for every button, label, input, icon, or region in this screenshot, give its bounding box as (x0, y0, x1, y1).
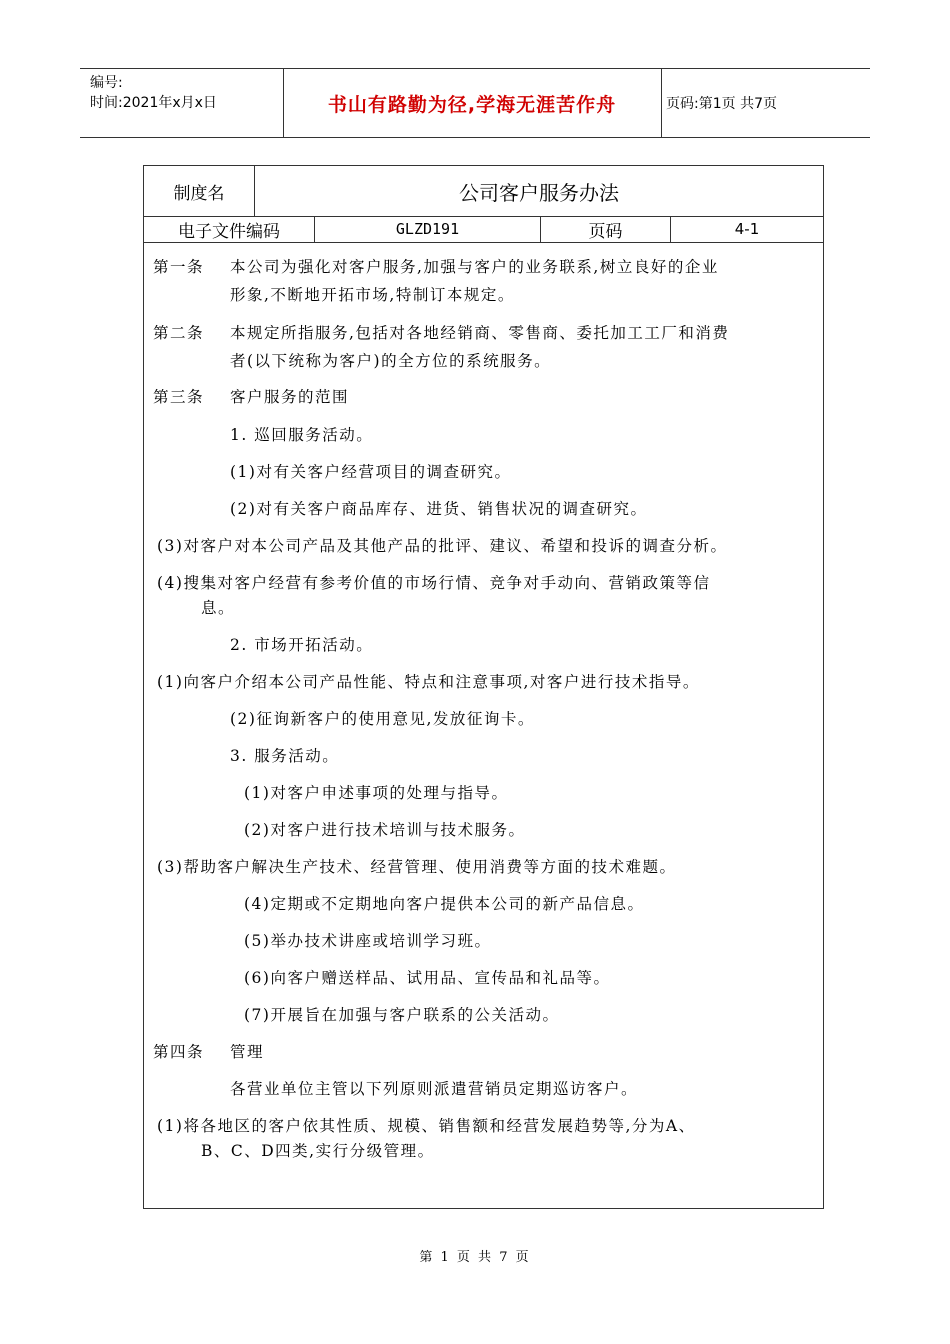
list-item: (4)定期或不定期地向客户提供本公司的新产品信息。 (244, 895, 645, 913)
list-item: (1)对有关客户经营项目的调查研究。 (230, 463, 512, 481)
article-2-head: 第二条 (153, 324, 205, 342)
list-item: (3)对客户对本公司产品及其他产品的批评、建议、希望和投诉的调查分析。 (157, 537, 728, 555)
article-3-title: 客户服务的范围 (230, 388, 350, 406)
list-item: 1. 巡回服务活动。 (230, 426, 374, 444)
article-2-line: 本规定所指服务,包括对各地经销商、零售商、委托加工工厂和消费 (230, 324, 730, 342)
document-title: 公司客户服务办法 (254, 166, 823, 216)
name-label: 制度名 (173, 183, 225, 204)
title-row (144, 166, 823, 217)
list-item: (1)对客户申述事项的处理与指导。 (244, 784, 509, 802)
code-label: 电子文件编码 (178, 221, 280, 242)
article-2-line: 者(以下统称为客户)的全方位的系统服务。 (230, 352, 552, 370)
code-value: GLZD191 (314, 216, 540, 242)
list-item: (4)搜集对客户经营有参考价值的市场行情、竞争对手动向、营销政策等信 (157, 574, 711, 592)
list-item: B、C、D四类,实行分级管理。 (201, 1142, 435, 1160)
article-3-head: 第三条 (153, 388, 205, 406)
time-label: 时间:2021年x月x日 (90, 95, 217, 111)
page-footer: 第 1 页 共 7 页 (419, 1250, 531, 1265)
article-1-head: 第一条 (153, 258, 205, 276)
list-item: 息。 (201, 599, 236, 617)
list-item: (5)举办技术讲座或培训学习班。 (244, 932, 492, 950)
list-item: 3. 服务活动。 (230, 747, 340, 765)
page-header (80, 68, 870, 138)
article-1-line: 本公司为强化对客户服务,加强与客户的业务联系,树立良好的企业 (230, 258, 719, 276)
header-divider (661, 69, 662, 137)
header-page-info: 页码:第1页 共7页 (666, 96, 777, 112)
list-item: (1)向客户介绍本公司产品性能、特点和注意事项,对客户进行技术指导。 (157, 673, 700, 691)
list-item: (6)向客户赠送样品、试用品、宣传品和礼品等。 (244, 969, 611, 987)
list-item: (1)将各地区的客户依其性质、规模、销售额和经营发展趋势等,分为A、 (157, 1117, 696, 1135)
list-item: 2. 市场开拓活动。 (230, 636, 374, 654)
header-motto: 书山有路勤为径,学海无涯苦作舟 (327, 93, 617, 116)
code-row (144, 216, 823, 243)
header-meta (90, 73, 217, 113)
page-label: 页码 (540, 216, 670, 242)
list-item: (7)开展旨在加强与客户联系的公关活动。 (244, 1006, 560, 1024)
page-value: 4-1 (670, 216, 823, 242)
list-item: (2)征询新客户的使用意见,发放征询卡。 (230, 710, 535, 728)
regulation-table (143, 165, 824, 1209)
list-item: (3)帮助客户解决生产技术、经营管理、使用消费等方面的技术难题。 (157, 858, 677, 876)
article-4-head: 第四条 (153, 1043, 205, 1061)
article-1-line: 形象,不断地开拓市场,特制订本规定。 (230, 286, 515, 304)
list-item: (2)对有关客户商品库存、进货、销售状况的调查研究。 (230, 500, 648, 518)
number-label: 编号: (90, 75, 123, 91)
article-4-title: 管理 (230, 1043, 265, 1061)
list-item: (2)对客户进行技术培训与技术服务。 (244, 821, 526, 839)
article-4-intro: 各营业单位主管以下列原则派遣营销员定期巡访客户。 (230, 1080, 639, 1098)
